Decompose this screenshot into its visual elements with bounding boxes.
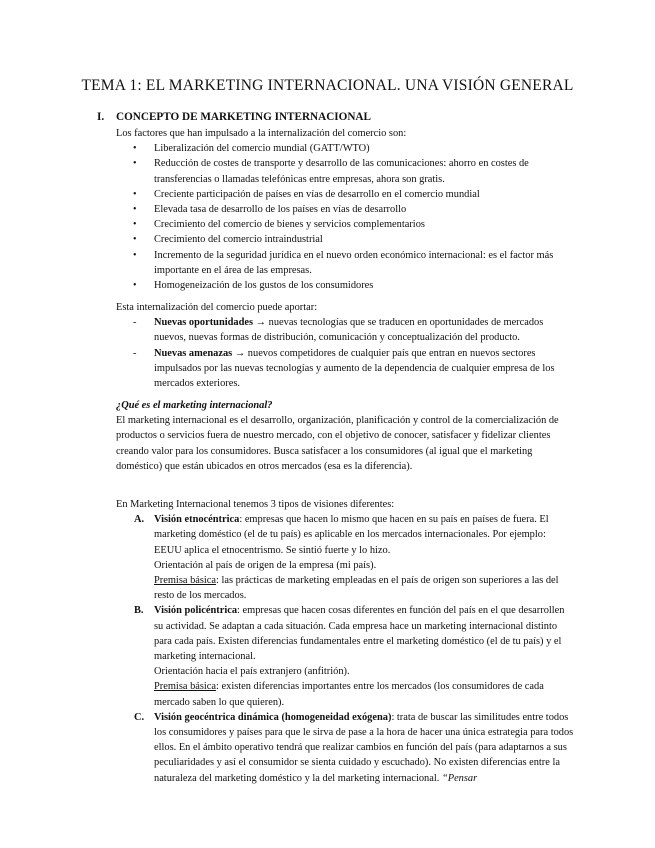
aporta-text: → nuevas tecnologías que se traducen en oportunidades de mercados nuevos, nuevas formas de distribución, comunicación y conceptualización del producto. bbox=[154, 317, 544, 344]
aporta-text: → nuevos competidores de cualquier país que entran en nuevos sectores impulsados por las nuevas tecnologías y aumento de la dependencia de cualquier empresa de los mercados exteriores. bbox=[154, 347, 555, 390]
aporta-intro: Esta internalización del comercio puede aportar: bbox=[116, 302, 318, 313]
section-heading bbox=[97, 110, 597, 125]
vision-premisa bbox=[154, 573, 576, 603]
list-item: • Homogeneización de los gustos de los consumidores bbox=[116, 278, 576, 293]
visiones-list bbox=[116, 512, 576, 786]
vision-term: Visión policéntrica bbox=[154, 605, 238, 617]
definition-text: El marketing internacional es el desarrollo, organización, planificación y control de la comercialización de productos o servicios fuera de nuestro mercado, con el objetivo de conocer, satisfacer y fidelizar clientes creando valor para los consumidores. Busca satisfacer a los consumidores (al igual que el marketing doméstico) que están ubicados en otros mercados (esa es la diferencia). bbox=[116, 415, 559, 472]
list-item: • Reducción de costes de transporte y desarrollo de las comunicaciones: ahorro en costes de transferencias o llamadas telefónicas entre empresas, ahora son gratis. bbox=[116, 156, 576, 186]
factors-list bbox=[116, 141, 576, 293]
list-item bbox=[116, 710, 576, 786]
aporta-term: Nuevas oportunidades bbox=[154, 317, 254, 329]
list-item bbox=[116, 603, 576, 709]
vision-orientacion: Orientación hacia el país extranjero (anfitrión). bbox=[154, 666, 350, 678]
page-title: TEMA 1: EL MARKETING INTERNACIONAL. UNA VISIÓN GENERAL bbox=[81, 77, 574, 94]
list-item: • Elevada tasa de desarrollo de los países en vías de desarrollo bbox=[116, 202, 576, 217]
vision-term: Visión geocéntrica dinámica (homogeneidad exógena) bbox=[154, 711, 392, 723]
definition-question: ¿Qué es el marketing internacional? bbox=[116, 400, 273, 411]
vision-text: : empresas que hacen lo mismo que hacen en su país en países de fuera. El marketing doméstico (el de tu país) es aplicable en los mercados internacionales. Por ejemplo: EEUU aplica el etnocentrismo. Se sintió fuerte y lo hizo. bbox=[154, 514, 549, 556]
list-item bbox=[116, 346, 576, 392]
list-marker: C. bbox=[134, 711, 145, 723]
premisa-label: Premisa básica bbox=[154, 575, 217, 587]
list-marker: A. bbox=[134, 514, 145, 526]
factors-intro: Los factores que han impulsado a la internalización del comercio son: bbox=[116, 128, 407, 139]
list-item bbox=[116, 512, 576, 603]
visiones-block bbox=[116, 497, 576, 786]
list-item: • Crecimiento del comercio intraindustrial bbox=[116, 232, 576, 247]
aporta-term: Nuevas amenazas bbox=[154, 347, 233, 359]
definition-block bbox=[116, 398, 576, 474]
list-item: • Incremento de la seguridad jurídica en el nuevo orden económico internacional: es el factor más importante en el área de las empresas. bbox=[116, 248, 576, 278]
aporta-list bbox=[116, 315, 576, 391]
aporta-block bbox=[116, 300, 576, 391]
vision-tail: “Pensar bbox=[439, 772, 478, 784]
list-marker: B. bbox=[134, 605, 144, 617]
list-item: • Crecimiento del comercio de bienes y servicios complementarios bbox=[116, 217, 576, 232]
vision-text: : empresas que hacen cosas diferentes en función del país en el que desarrollen su actividad. Se adaptan a cada situación. Cada empresa hace un marketing internacional distinto para cada país. Existen diferencias fundamentales entre el marketing doméstico (el de tu país) y el marketing internacional. bbox=[154, 605, 565, 663]
premisa-text: : las prácticas de marketing empleadas en el país de origen son superiores a las del resto de los mercados. bbox=[154, 575, 559, 602]
section-title: CONCEPTO DE MARKETING INTERNACIONAL bbox=[116, 111, 371, 123]
visiones-intro: En Marketing Internacional tenemos 3 tipos de visiones diferentes: bbox=[116, 499, 395, 510]
section-number: I. bbox=[97, 111, 105, 123]
vision-orientacion: Orientación al país de origen de la empresa (mi país). bbox=[154, 559, 377, 571]
vision-premisa bbox=[154, 679, 576, 709]
list-item: • Creciente participación de países en vías de desarrollo en el comercio mundial bbox=[116, 187, 576, 202]
premisa-label: Premisa básica bbox=[154, 681, 217, 693]
list-item: • Liberalización del comercio mundial (GATT/WTO) bbox=[116, 141, 576, 156]
premisa-text: : existen diferencias importantes entre los mercados (los consumidores de cada mercado saben lo que quieren). bbox=[154, 681, 544, 708]
factors-block bbox=[116, 126, 576, 293]
list-item bbox=[116, 315, 576, 345]
vision-text: : trata de buscar las similitudes entre todos los consumidores y países para que le sirva de pase a la hora de hacer una única estrategia para todos ellos. En el ámbito operativo tendrá que realizar cambios en función del país (para adaptarnos a sus peculiaridades y así el consumidor se sienta cuidado y escuchado). No existen diferencias entre la naturaleza del marketing doméstico y la del marketing internacional. bbox=[154, 711, 574, 784]
vision-term: Visión etnocéntrica bbox=[154, 514, 240, 526]
